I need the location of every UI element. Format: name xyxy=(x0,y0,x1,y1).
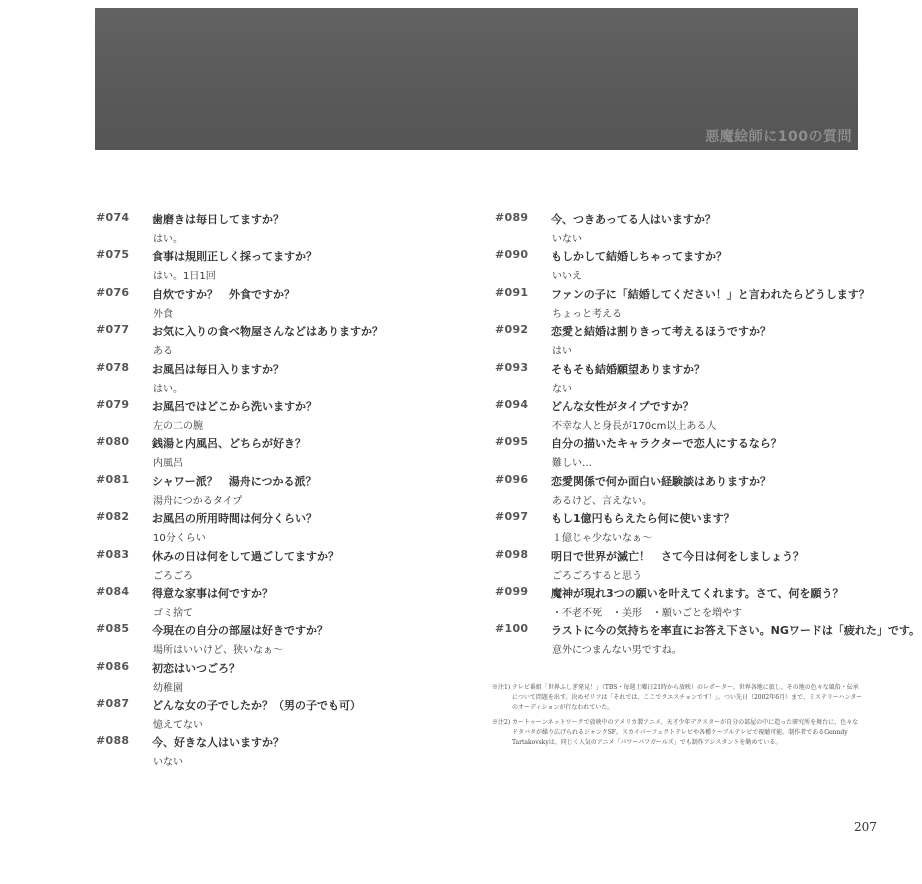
question-number: #076 xyxy=(96,285,130,299)
question-text: そもそも結婚願望ありますか？ xyxy=(551,362,705,376)
question-number: #098 xyxy=(495,547,529,561)
question-number: #087 xyxy=(96,697,130,711)
answer-text: 難しい… xyxy=(552,458,592,470)
qa-item xyxy=(96,660,426,697)
question-text: シャワー派？ 湯舟につかる派？ xyxy=(152,474,317,488)
page-number: 207 xyxy=(854,820,877,834)
question-text: ファンの子に「結婚してください！」と言われたらどうします？ xyxy=(551,287,870,301)
qa-item xyxy=(96,361,426,398)
qa-item xyxy=(96,398,426,435)
qa-item xyxy=(495,361,875,398)
question-number: #091 xyxy=(495,285,529,299)
qa-item xyxy=(96,323,426,360)
qa-item xyxy=(96,734,426,771)
question-number: #082 xyxy=(96,510,130,524)
question-text: 自炊ですか？ 外食ですか？ xyxy=(152,287,295,301)
question-text: ラストに今の気持ちを率直にお答え下さい。NGワードは「疲れた」です。 xyxy=(551,624,921,638)
answer-text: はい。 xyxy=(153,234,183,245)
question-number: #093 xyxy=(495,360,529,374)
answer-text: 場所はいいけど、狭いなぁ〜 xyxy=(153,645,283,657)
question-number: #077 xyxy=(96,323,130,337)
answer-text: ・不老不死 ・美形 ・願いごとを増やす xyxy=(552,607,742,619)
answer-text: 不幸な人と身長が170cm以上ある人 xyxy=(552,420,717,432)
question-text: 休みの日は何をして過ごしてますか？ xyxy=(152,549,339,563)
question-text: もし1億円もらえたら何に使います？ xyxy=(551,512,735,526)
question-text: 今現在の自分の部屋は好きですか？ xyxy=(152,624,328,638)
footnote-tag: ※注2) xyxy=(492,719,511,726)
question-text: 歯磨きは毎日してますか？ xyxy=(152,213,284,226)
question-number: #080 xyxy=(96,435,130,449)
qa-item xyxy=(495,248,875,285)
qa-item xyxy=(495,435,875,472)
answer-text: はい xyxy=(552,346,572,358)
answer-text: ある xyxy=(153,346,173,358)
question-number: #074 xyxy=(96,211,130,224)
question-text: 今、好きな人はいますか？ xyxy=(152,736,284,750)
qa-item xyxy=(96,622,426,659)
question-number: #094 xyxy=(495,397,529,411)
answer-text: 湯舟につかるタイプ xyxy=(153,495,243,507)
answer-text: 10分くらい xyxy=(153,533,206,545)
banner-title: 悪魔絵師に100の質問 xyxy=(705,129,852,145)
answer-text: あるけど、言えない。 xyxy=(552,495,652,507)
qa-item xyxy=(96,435,426,472)
right-qa-column xyxy=(495,211,921,660)
question-text: 自分の描いたキャラクターで恋人にするなら？ xyxy=(551,437,782,451)
question-text: どんな女性がタイプですか？ xyxy=(551,399,694,413)
qa-item xyxy=(96,248,426,285)
qa-item xyxy=(96,697,426,734)
qa-item xyxy=(495,398,875,435)
footnote-2 xyxy=(492,718,864,748)
qa-item xyxy=(495,323,875,360)
answer-text: いいえ xyxy=(552,271,582,283)
footnote-tag: ※注1) xyxy=(492,684,511,691)
answer-text: いない xyxy=(153,757,183,769)
qa-item xyxy=(495,286,875,323)
qa-item xyxy=(96,473,426,510)
answer-text: ない xyxy=(552,383,572,395)
qa-item xyxy=(495,548,875,585)
question-number: #099 xyxy=(495,584,529,598)
question-text: もしかして結婚しちゃってますか？ xyxy=(551,250,727,264)
answer-text: ちょっと考える xyxy=(552,308,622,320)
question-text: 銭湯と内風呂、どちらが好き？ xyxy=(152,437,306,451)
question-text: 食事は規則正しく採ってますか？ xyxy=(152,250,317,264)
answer-text: 左の二の腕 xyxy=(153,420,203,432)
qa-item xyxy=(495,510,875,547)
question-number: #089 xyxy=(495,211,529,224)
question-number: #100 xyxy=(495,622,529,636)
question-text: お風呂の所用時間は何分くらい？ xyxy=(152,512,317,526)
answer-text: 内風呂 xyxy=(153,458,183,470)
answer-text: ゴミ捨て xyxy=(153,607,193,619)
answer-text: 憶えてない xyxy=(153,720,203,732)
question-number: #079 xyxy=(96,397,130,411)
answer-text: 外食 xyxy=(153,308,173,320)
qa-item xyxy=(96,585,426,622)
answer-text: ごろごろ xyxy=(153,570,193,582)
question-text: 恋愛関係で何か面白い経験談はありますか？ xyxy=(551,474,771,488)
question-number: #081 xyxy=(96,472,130,486)
question-number: #096 xyxy=(495,472,529,486)
qa-item xyxy=(495,585,875,622)
qa-item xyxy=(96,548,426,585)
footnote-1 xyxy=(492,683,864,713)
question-number: #095 xyxy=(495,435,529,449)
question-number: #090 xyxy=(495,248,529,262)
question-text: お気に入りの食べ物屋さんなどはありますか？ xyxy=(152,325,383,339)
left-qa-column xyxy=(96,211,426,772)
question-number: #084 xyxy=(96,584,130,598)
footnote-text: カートゥーンネットワークで放映中のアメリカ製アニメ。天才少年デクスターが自分の部屋の中に造った研究所を舞台に、色々なドタバタが繰り広げられるジャンクSF。スカイパーフェクトテレビや各種ケーブルテレビで視聴可能。制作者であるGenndy Tartakovskyは、同じく人気のアニメ「パワーパフガールズ」でも制作アシスタントを勤めている。 xyxy=(512,719,859,746)
question-number: #097 xyxy=(495,510,529,524)
answer-text: ごろごろすると思う xyxy=(552,570,642,582)
question-text: 魔神が現れ3つの願いを叶えてくれます。さて、何を願う？ xyxy=(551,586,844,600)
qa-item xyxy=(96,286,426,323)
answer-text: 幼稚園 xyxy=(153,682,183,694)
question-number: #092 xyxy=(495,323,529,337)
footnote-text: テレビ番組「世界ふしぎ発見！」（TBS・毎週土曜日21時から放映）のレポーター。世界各地に旅し、その地の色々な風俗・伝承について問題を出す。決めゼリフは「それでは、ここでクエスチョンです！」。つい先日（2002年6月）まで、ミステリーハンターのオーディションが行なわれていた。 xyxy=(512,684,863,711)
qa-item xyxy=(96,510,426,547)
question-number: #078 xyxy=(96,360,130,374)
header-banner xyxy=(95,8,858,150)
answer-text: はい。1日1回 xyxy=(153,271,216,283)
answer-text: 意外につまんない男ですね。 xyxy=(552,645,682,657)
question-number: #088 xyxy=(96,734,130,748)
qa-item xyxy=(96,211,426,248)
question-number: #075 xyxy=(96,248,130,262)
question-text: どんな女の子でしたか？（男の子でも可） xyxy=(152,699,361,713)
answer-text: １億じゃ少ないなぁ〜 xyxy=(552,533,652,545)
question-text: お風呂は毎日入りますか？ xyxy=(152,362,284,376)
footnotes xyxy=(492,683,864,753)
question-number: #083 xyxy=(96,547,130,561)
question-text: 得意な家事は何ですか？ xyxy=(152,586,273,600)
qa-item xyxy=(495,473,875,510)
question-text: 明日で世界が滅亡！ さて今日は何をしましょう？ xyxy=(551,549,804,563)
answer-text: いない xyxy=(552,234,582,245)
question-text: 恋愛と結婚は割りきって考えるほうですか？ xyxy=(551,325,771,339)
answer-text: はい。 xyxy=(153,383,183,395)
qa-item xyxy=(495,211,875,248)
question-number: #085 xyxy=(96,622,130,636)
qa-item xyxy=(495,622,921,659)
question-number: #086 xyxy=(96,659,130,673)
question-text: 今、つきあってる人はいますか？ xyxy=(551,213,716,226)
question-text: 初恋はいつごろ？ xyxy=(152,661,240,675)
question-text: お風呂ではどこから洗いますか？ xyxy=(152,399,317,413)
